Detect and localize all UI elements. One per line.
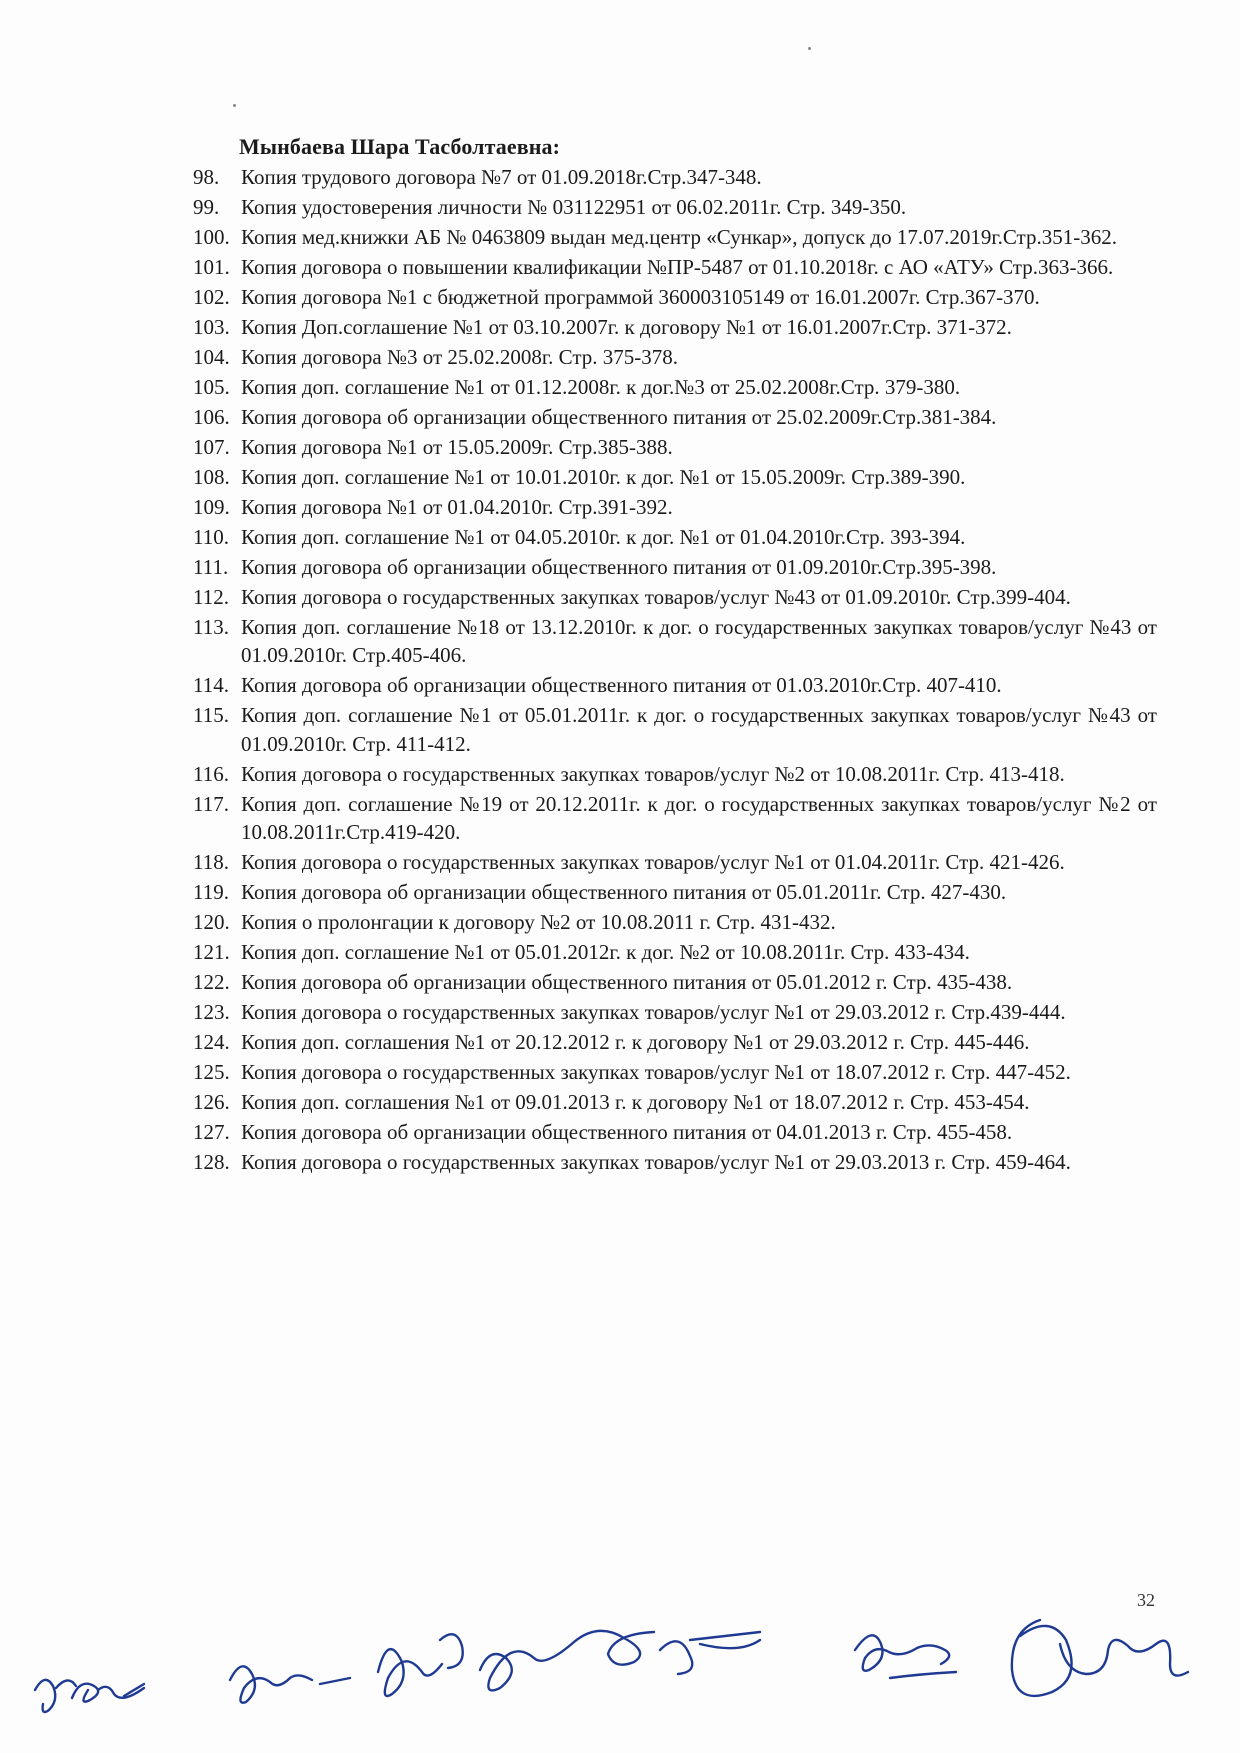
list-item — [193, 613, 1157, 670]
scan-speck — [808, 47, 811, 50]
list-item — [193, 671, 1157, 700]
list-item — [193, 878, 1157, 907]
item-number: 101. — [193, 254, 230, 279]
item-number: 122. — [193, 970, 230, 995]
item-text: Копия доп. соглашение №18 от 13.12.2010г. к дог. о государственных закупках товаров/услуг №43 от 01.09.2010г. Стр.405-406. — [241, 614, 1157, 668]
item-number: 128. — [193, 1150, 230, 1175]
list-item — [193, 373, 1157, 402]
list-item — [193, 493, 1157, 522]
item-text: Копия договора №1 от 01.04.2010г. Стр.391-392. — [241, 494, 673, 519]
item-text: Копия договора о государственных закупках товаров/услуг №1 от 01.04.2011г. Стр. 421-426. — [241, 850, 1065, 875]
item-number: 112. — [193, 584, 229, 609]
list-item — [193, 193, 1157, 222]
item-number: 108. — [193, 464, 230, 489]
list-item — [193, 283, 1157, 312]
item-text: Копия договора о государственных закупках товаров/услуг №1 от 29.03.2013 г. Стр. 459-464. — [241, 1150, 1071, 1175]
signature-1 — [35, 1680, 144, 1712]
item-text: Копия доп. соглашение №1 от 10.01.2010г. к дог. №1 от 15.05.2009г. Стр.389-390. — [241, 464, 966, 489]
list-item — [193, 908, 1157, 937]
list-item — [193, 938, 1157, 967]
item-text: Копия доп. соглашение №19 от 20.12.2011г. к дог. о государственных закупках товаров/услуг №2 от 10.08.2011г.Стр.419-420. — [241, 791, 1157, 845]
list-item — [193, 463, 1157, 492]
item-text: Копия договора об организации общественного питания от 04.01.2013 г. Стр. 455-458. — [241, 1120, 1013, 1145]
list-item — [193, 1148, 1157, 1177]
item-text: Копия договора №1 с бюджетной программой 360003105149 от 16.01.2007г. Стр.367-370. — [241, 284, 1040, 309]
item-text: Копия договора об организации общественного питания от 01.03.2010г.Стр. 407-410. — [241, 673, 1002, 698]
signature-5 — [1012, 1620, 1188, 1696]
item-number: 104. — [193, 344, 230, 369]
signature-4 — [855, 1635, 956, 1678]
item-text: Копия договора о государственных закупках товаров/услуг №2 от 10.08.2011г. Стр. 413-418. — [241, 761, 1065, 786]
list-item — [193, 848, 1157, 877]
list-item — [193, 968, 1157, 997]
scan-speck — [233, 104, 236, 107]
list-item — [193, 313, 1157, 342]
item-text: Копия о пролонгации к договору №2 от 10.08.2011 г. Стр. 431-432. — [241, 910, 836, 935]
item-text: Копия доп. соглашение №1 от 05.01.2012г. к дог. №2 от 10.08.2011г. Стр. 433-434. — [241, 940, 970, 965]
item-number: 120. — [193, 910, 230, 935]
item-text: Копия трудового договора №7 от 01.09.2018г.Стр.347-348. — [241, 165, 762, 189]
item-number: 105. — [193, 374, 230, 399]
person-heading: Мынбаева Шара Тасболтаевна: — [239, 134, 561, 159]
list-item — [193, 701, 1157, 758]
signatures-area — [0, 1580, 1240, 1753]
item-number: 110. — [193, 524, 229, 549]
list-item — [193, 403, 1157, 432]
list-item — [193, 253, 1157, 282]
item-number: 124. — [193, 1030, 230, 1055]
list-item — [193, 790, 1157, 847]
signature-3 — [378, 1631, 760, 1696]
document-list — [193, 163, 1157, 1178]
item-number: 114. — [193, 673, 229, 698]
list-item — [193, 553, 1157, 582]
item-text: Копия договора о повышении квалификации №ПР-5487 от 01.10.2018г. с АО «АТУ» Стр.363-366. — [241, 254, 1114, 279]
item-number: 123. — [193, 1000, 230, 1025]
item-number: 102. — [193, 284, 230, 309]
item-text: Копия удостоверения личности № 031122951 от 06.02.2011г. Стр. 349-350. — [241, 194, 907, 219]
item-text: Копия договора об организации общественного питания от 25.02.2009г.Стр.381-384. — [241, 404, 997, 429]
item-text: Копия доп. соглашение №1 от 01.12.2008г. к дог.№3 от 25.02.2008г.Стр. 379-380. — [241, 374, 961, 399]
list-item — [193, 760, 1157, 789]
item-number: 109. — [193, 494, 230, 519]
item-text: Копия договора о государственных закупках товаров/услуг №1 от 18.07.2012 г. Стр. 447-452. — [241, 1060, 1071, 1085]
signature-2 — [230, 1666, 350, 1702]
list-item — [193, 583, 1157, 612]
item-text: Копия договора об организации общественного питания от 01.09.2010г.Стр.395-398. — [241, 554, 997, 579]
list-item — [193, 1028, 1157, 1057]
item-text: Копия договора об организации общественного питания от 05.01.2011г. Стр. 427-430. — [241, 880, 1007, 905]
list-item — [193, 433, 1157, 462]
item-text: Копия мед.книжки АБ № 0463809 выдан мед.центр «Сункар», допуск до 17.07.2019г.Стр.351-362. — [241, 224, 1117, 249]
item-number: 118. — [193, 850, 229, 875]
page-number: 32 — [1137, 1590, 1155, 1610]
item-number: 117. — [193, 791, 229, 816]
item-number: 127. — [193, 1120, 230, 1145]
item-number: 115. — [193, 703, 229, 728]
item-number: 111. — [193, 554, 229, 579]
list-item — [193, 1088, 1157, 1117]
item-number: 116. — [193, 761, 229, 786]
list-item — [193, 343, 1157, 372]
item-number: 107. — [193, 434, 230, 459]
list-item — [193, 1058, 1157, 1087]
list-item — [193, 223, 1157, 252]
item-number: 106. — [193, 404, 230, 429]
item-number: 113. — [193, 614, 229, 639]
item-text: Копия доп. соглашения №1 от 20.12.2012 г. к договору №1 от 29.03.2012 г. Стр. 445-446. — [241, 1030, 1030, 1055]
item-number: 119. — [193, 880, 229, 905]
item-number: 100. — [193, 224, 230, 249]
list-item — [193, 998, 1157, 1027]
item-text: Копия договора об организации общественного питания от 05.01.2012 г. Стр. 435-438. — [241, 970, 1013, 995]
list-item — [193, 163, 1157, 192]
item-number: 125. — [193, 1060, 230, 1085]
item-number: 121. — [193, 940, 230, 965]
item-number: 99. — [193, 194, 220, 219]
item-text: Копия договора о государственных закупках товаров/услуг №1 от 29.03.2012 г. Стр.439-444. — [241, 1000, 1066, 1025]
item-text: Копия доп. соглашение №1 от 05.01.2011г. к дог. о государственных закупках товаров/услуг №43 от 01.09.2010г. Стр. 411-412. — [241, 703, 1157, 756]
item-text: Копия доп. соглашение №1 от 04.05.2010г. к дог. №1 от 01.04.2010г.Стр. 393-394. — [241, 524, 966, 549]
item-number: 103. — [193, 314, 230, 339]
item-number: 98. — [193, 165, 220, 189]
item-text: Копия Доп.соглашение №1 от 03.10.2007г. к договору №1 от 16.01.2007г.Стр. 371-372. — [241, 314, 1012, 339]
item-text: Копия договора о государственных закупках товаров/услуг №43 от 01.09.2010г. Стр.399-404. — [241, 584, 1071, 609]
list-item — [193, 523, 1157, 552]
item-text: Копия договора №1 от 15.05.2009г. Стр.385-388. — [241, 434, 673, 459]
item-text: Копия доп. соглашения №1 от 09.01.2013 г. к договору №1 от 18.07.2012 г. Стр. 453-454. — [241, 1090, 1030, 1115]
list-item — [193, 1118, 1157, 1147]
item-number: 126. — [193, 1090, 230, 1115]
item-text: Копия договора №3 от 25.02.2008г. Стр. 375-378. — [241, 344, 679, 369]
